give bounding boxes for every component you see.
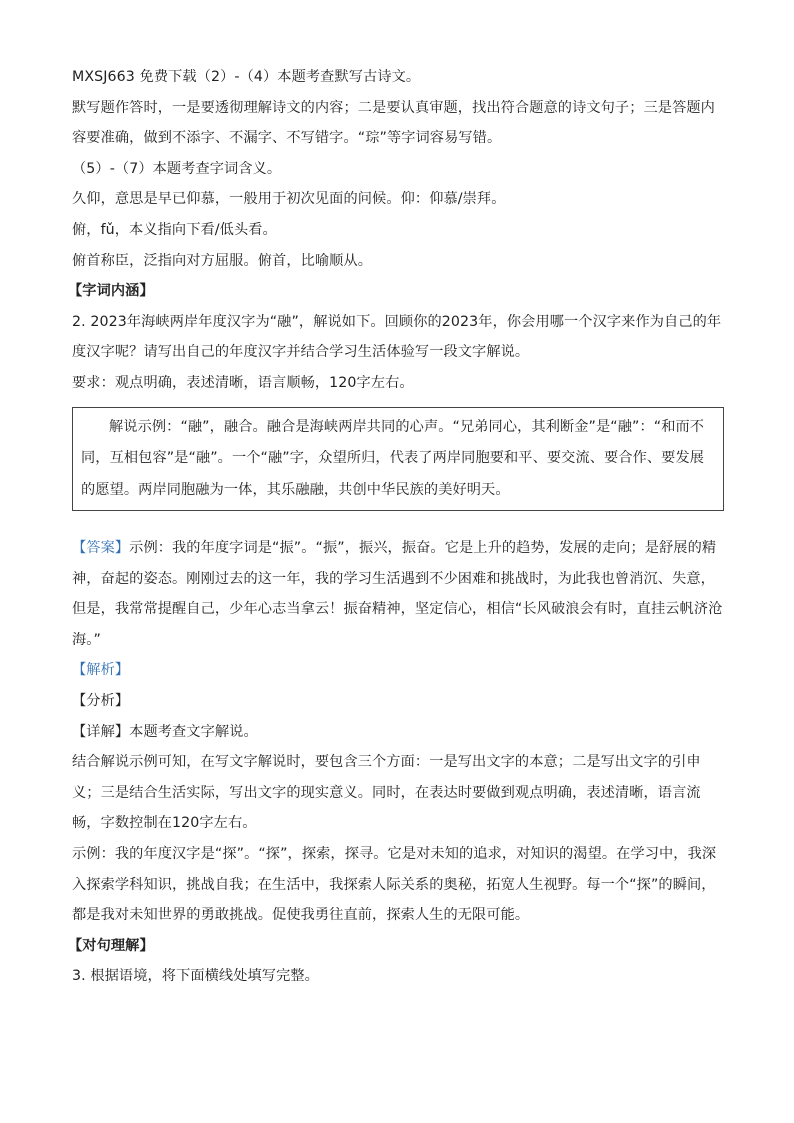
fushou-explanation: 俯首称臣，泛指向对方屈服。俯首，比喻顺从。 bbox=[72, 252, 373, 269]
answer-text: 示例：我的年度字词是“振”。“振”，振兴，振奋。它是上升的趋势，发展的走向；是舒展的精神，奋起的姿态。刚刚过去的这一年，我的学习生活遇到不少困难和挑战时，为此我也曾消沉、失意，但是，我常常提醒自己，少年心志当拿云！振奋精神，坚定信心，相信“长风破浪会有时，直挂云帆济沧海。” bbox=[72, 540, 723, 648]
fenxi-tag: 【分析】 bbox=[72, 693, 130, 709]
fu-explanation: 俯，fǔ，本义指向下看/低头看。 bbox=[72, 221, 277, 238]
answer-paragraph bbox=[72, 533, 724, 655]
jiuyang-explanation: 久仰，意思是早已仰慕，一般用于初次见面的问候。仰：仰慕/崇拜。 bbox=[72, 191, 506, 208]
example-explanation-text: 解说示例：“融”，融合。融合是海峡两岸共同的心声。“兄弟同心，其利断金”是“融”：“和而不同，互相包容”是“融”。一个“融”字，众望所归，代表了两岸同胞要和平、要交流、要合作、要发展的愿望。两岸同胞融为一体，其乐融融，共创中华民族的美好明天。 bbox=[81, 418, 705, 498]
example-explanation-box bbox=[72, 407, 724, 512]
section-heading-word-meaning: 【字词内涵】 bbox=[68, 283, 154, 300]
example-tan-paragraph: 示例：我的年度汉字是“探”。“探”，探索，探寻。它是对未知的追求，对知识的渴望。在学习中，我深入探索学科知识，挑战自我；在生活中，我探索人际关系的奥秘，拓宽人生视野。每一个“探”的瞬间，都是我对未知世界的勇敢挑战。促使我勇往直前，探索人生的无限可能。 bbox=[72, 845, 717, 924]
question-2-requirement: 要求：观点明确，表述清晰，语言顺畅，120字左右。 bbox=[72, 374, 414, 391]
explanation-method-paragraph: 结合解说示例可知，在写文字解说时，要包含三个方面：一是写出文字的本意；二是写出文字的引申义；三是结合生活实际，写出文字的现实意义。同时，在表达时要做到观点明确，表述清晰，语言流畅，字数控制在120字左右。 bbox=[72, 754, 701, 832]
question-3-text: 3. 根据语境，将下面横线处填写完整。 bbox=[72, 968, 319, 985]
dictation-tips-paragraph: 默写题作答时，一是要透彻理解诗文的内容；二是要认真审题，找出符合题意的诗文句子；三是答题内容要准确，做到不添字、不漏字、不写错字。“琮”等字词容易写错。 bbox=[72, 99, 715, 147]
answer-tag: 【答案】 bbox=[72, 540, 130, 557]
detail-text: 本题考查文字解说。 bbox=[129, 723, 258, 740]
detail-line bbox=[72, 717, 724, 748]
document-page bbox=[68, 62, 724, 992]
word-meaning-note: （5）-（7）本题考查字词含义。 bbox=[72, 160, 282, 177]
section-heading-sentence-understanding: 【对句理解】 bbox=[68, 937, 154, 954]
question-2-text: 2. 2023年海峡两岸年度汉字为“融”，解说如下。回顾你的2023年，你会用哪一个汉字来作为自己的年度汉字呢？请写出自己的年度汉字并结合学习生活体验写一段文字解说。 bbox=[72, 313, 722, 361]
exam-note-line: MXSJ663 免费下载（2）-（4）本题考查默写古诗文。 bbox=[72, 69, 421, 85]
spacer bbox=[72, 511, 724, 533]
detail-tag: 【详解】 bbox=[72, 723, 130, 740]
analysis-tag: 【解析】 bbox=[72, 662, 130, 679]
